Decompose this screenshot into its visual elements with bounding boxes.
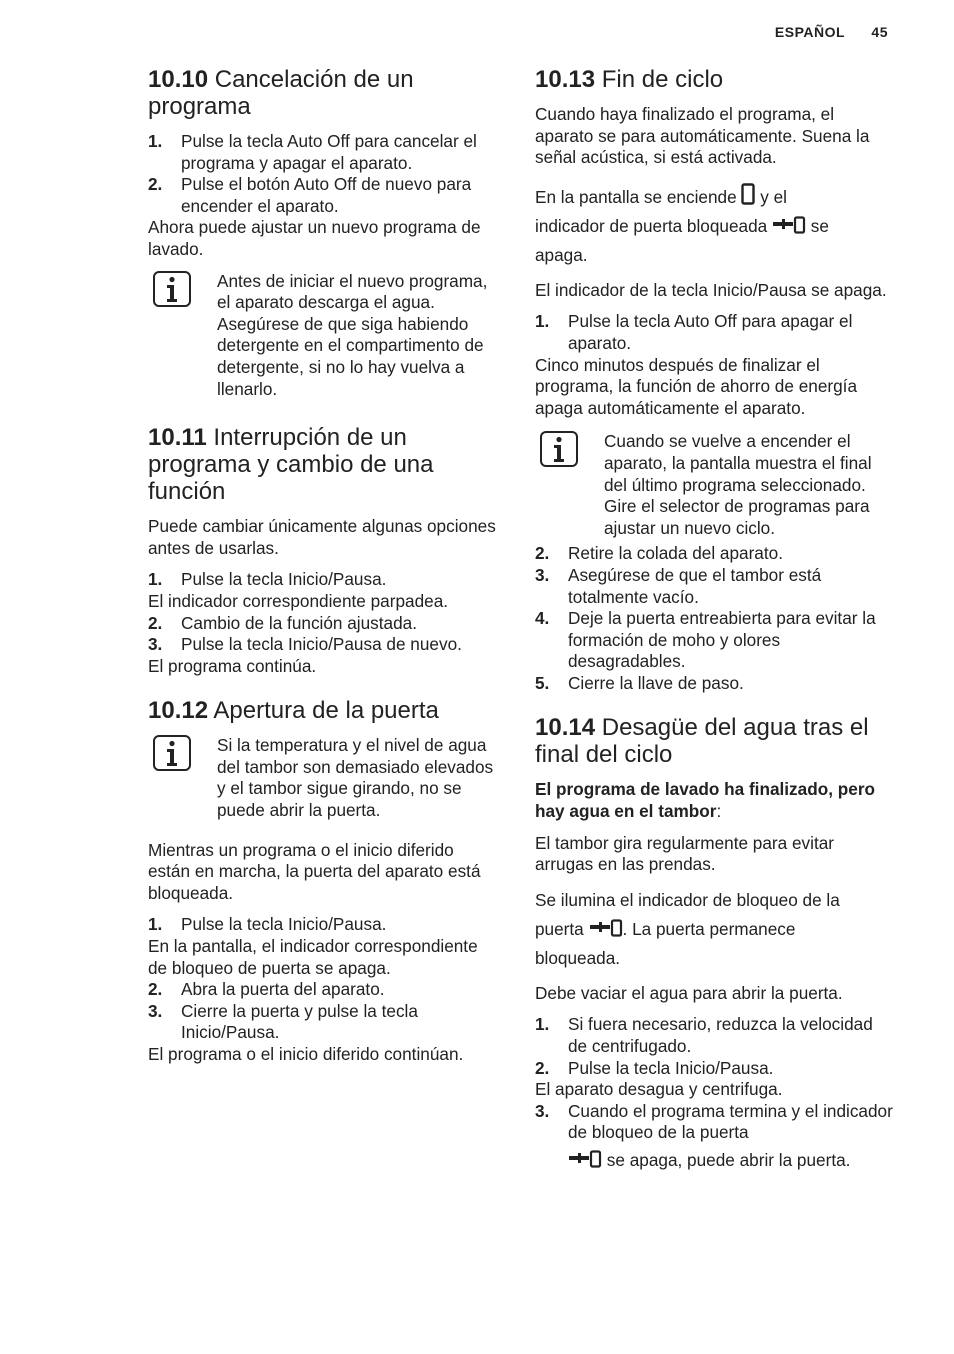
section-title xyxy=(148,424,500,505)
text-span: indicador de puerta bloqueada xyxy=(535,215,768,236)
page-header xyxy=(775,22,888,44)
section-title xyxy=(148,66,500,120)
info-icon xyxy=(153,271,191,307)
paragraph: Debe vaciar el agua para abrir la puerta. xyxy=(535,982,843,1003)
note-text: Cuando se vuelve a encender el aparato, la pantalla muestra el final del último programa seleccionado. Gire el selector de programas para ajustar un nuevo ciclo. xyxy=(604,431,872,538)
section-number: 10.12 xyxy=(148,697,209,725)
text-span: En la pantalla se enciende xyxy=(535,186,737,207)
step-list xyxy=(535,1014,895,1079)
info-icon xyxy=(153,735,191,771)
section-10-12 xyxy=(148,697,500,1065)
section-title-text: Fin de ciclo xyxy=(601,66,724,93)
section-title-text: Desagüe del agua tras el final del ciclo xyxy=(535,714,869,769)
door-lock-icon xyxy=(568,1150,602,1168)
step-number: 1. xyxy=(148,131,163,151)
step-text: Pulse la tecla Auto Off para cancelar el programa y apagar el aparato. xyxy=(181,131,477,173)
section-number: 10.14 xyxy=(535,714,596,742)
list-item xyxy=(535,543,895,565)
section-title xyxy=(535,714,895,768)
list-item xyxy=(148,634,500,656)
step-text: Pulse la tecla Inicio/Pausa. xyxy=(568,1057,774,1078)
door-lock-icon xyxy=(772,216,806,234)
step-number: 2. xyxy=(148,979,163,1000)
step-number: 2. xyxy=(535,1057,550,1078)
step-list xyxy=(148,569,500,591)
step-number: 2. xyxy=(535,543,550,564)
section-title-text: Cancelación de un programa xyxy=(148,66,414,120)
step-text: Cierre la puerta y pulse la tecla Inicio/Pausa. xyxy=(181,1000,418,1043)
text-span: Se ilumina el indicador de bloqueo de la xyxy=(535,889,840,910)
section-10-10 xyxy=(148,66,500,400)
section-10-11 xyxy=(148,424,500,677)
note-text: Si la temperatura y el nivel de agua del tambor son demasiado elevados y el tambor sigue girando, no se puede abrir la puerta. xyxy=(217,735,494,821)
display-digit-icon xyxy=(741,183,755,205)
step-list xyxy=(148,613,500,656)
section-10-13 xyxy=(535,66,895,694)
page-number: 45 xyxy=(871,24,888,40)
info-note xyxy=(535,431,895,539)
list-item xyxy=(535,1058,895,1080)
list-item xyxy=(535,673,895,695)
section-10-14 xyxy=(535,714,895,1171)
list-item xyxy=(535,565,895,608)
list-item xyxy=(148,914,500,936)
list-item xyxy=(535,608,895,673)
paragraph xyxy=(535,183,895,270)
step-result: En la pantalla, el indicador correspondiente de bloqueo de puerta se apaga. xyxy=(148,936,478,978)
paragraph: Puede cambiar únicamente algunas opciones antes de usarlas. xyxy=(148,516,496,558)
step-number: 1. xyxy=(535,311,550,332)
step-list xyxy=(148,914,500,936)
step-text: Cambio de la función ajustada. xyxy=(181,612,418,633)
left-column xyxy=(148,66,500,1066)
step-text: Pulse la tecla Inicio/Pausa. xyxy=(181,914,387,935)
bold-lead: El programa de lavado ha finalizado, pero hay agua en el tambor xyxy=(535,779,876,822)
step-number: 1. xyxy=(148,914,163,935)
step-list xyxy=(148,979,500,1044)
text-span: y el xyxy=(760,186,787,207)
list-item xyxy=(148,569,500,591)
section-number: 10.10 xyxy=(148,66,209,93)
step-number: 3. xyxy=(148,634,163,655)
list-item xyxy=(535,1014,895,1057)
step-number: 2. xyxy=(148,174,163,195)
step-text: Cierre la llave de paso. xyxy=(568,672,744,693)
step-text: Deje la puerta entreabierta para evitar la formación de moho y olores desagradables. xyxy=(568,608,876,672)
step-text: Si fuera necesario, reduzca la velocidad de centrifugado. xyxy=(568,1014,873,1057)
text-span: puerta xyxy=(535,918,584,939)
note-text: Antes de iniciar el nuevo programa, el aparato descarga el agua. Asegúrese de que siga habiendo detergente en el compartimento de detergente, si no lo hay vuelva a llenarlo. xyxy=(217,270,488,399)
step-result: El programa continúa. xyxy=(148,655,317,676)
text-span: se xyxy=(810,215,829,236)
door-lock-icon xyxy=(589,919,623,937)
step-text: Retire la colada del aparato. xyxy=(568,543,783,564)
step-list xyxy=(535,1101,895,1172)
step-number: 3. xyxy=(535,1100,550,1121)
step-text: Cuando el programa termina y el indicador de bloqueo de la puerta xyxy=(568,1100,893,1143)
list-item xyxy=(148,613,500,635)
step-text: Pulse la tecla Auto Off para apagar el aparato. xyxy=(568,311,853,353)
step-text: Asegúrese de que el tambor está totalmente vacío. xyxy=(568,564,822,607)
step-result: El indicador correspondiente parpadea. xyxy=(148,590,449,611)
step-number: 4. xyxy=(535,608,550,629)
step-number: 5. xyxy=(535,672,550,693)
step-number: 1. xyxy=(535,1014,550,1035)
list-item xyxy=(148,979,500,1001)
section-title xyxy=(148,697,500,724)
list-item xyxy=(535,1101,895,1172)
header-language: ESPAÑOL xyxy=(774,24,846,40)
step-result: El programa o el inicio diferido continúan. xyxy=(148,1044,464,1064)
paragraph: El indicador de la tecla Inicio/Pausa se apaga. xyxy=(535,279,887,300)
step-number: 3. xyxy=(535,564,550,585)
info-icon xyxy=(540,431,578,467)
section-number: 10.11 xyxy=(148,424,207,452)
section-title xyxy=(535,66,895,93)
right-column xyxy=(535,66,895,1172)
paragraph xyxy=(535,779,895,822)
list-item xyxy=(148,1001,500,1044)
section-title-text: Interrupción de un programa y cambio de una función xyxy=(148,424,434,506)
paragraph: Mientras un programa o el inicio diferido están en marcha, la puerta del aparato está bloqueada. xyxy=(148,839,481,903)
step-list xyxy=(535,543,895,694)
info-note xyxy=(148,735,500,821)
text-span: bloqueada. xyxy=(535,947,621,968)
info-note xyxy=(148,271,500,401)
text-span: : xyxy=(716,801,722,822)
list-item xyxy=(148,131,500,174)
step-text: Pulse la tecla Inicio/Pausa de nuevo. xyxy=(181,634,462,655)
step-text: Pulse el botón Auto Off de nuevo para encender el aparato. xyxy=(181,174,472,216)
list-item xyxy=(535,311,895,354)
paragraph: Cuando haya finalizado el programa, el aparato se para automáticamente. Suena la señal acústica, si está activada. xyxy=(535,104,870,168)
step-text: Abra la puerta del aparato. xyxy=(181,979,385,1000)
step-list xyxy=(535,311,895,354)
step-number: 1. xyxy=(148,569,163,590)
section-number: 10.13 xyxy=(535,66,596,93)
section-title-text: Apertura de la puerta xyxy=(213,697,439,725)
text-span: . La puerta permanece xyxy=(622,918,796,939)
step-text: se apaga, puede abrir la puerta. xyxy=(606,1150,851,1170)
step-result: Cinco minutos después de finalizar el programa, la función de ahorro de energía apaga automáticamente el aparato. xyxy=(535,354,857,418)
list-item xyxy=(148,174,500,217)
step-number: 2. xyxy=(148,612,163,633)
paragraph xyxy=(535,886,895,973)
paragraph: El tambor gira regularmente para evitar arrugas en las prendas. xyxy=(535,832,835,875)
step-number: 3. xyxy=(148,1000,163,1021)
step-result: El aparato desagua y centrifuga. xyxy=(535,1079,783,1100)
step-text: Pulse la tecla Inicio/Pausa. xyxy=(181,569,387,590)
text-span: apaga. xyxy=(535,244,588,265)
step-list xyxy=(148,131,500,217)
paragraph: Ahora puede ajustar un nuevo programa de lavado. xyxy=(148,217,481,259)
